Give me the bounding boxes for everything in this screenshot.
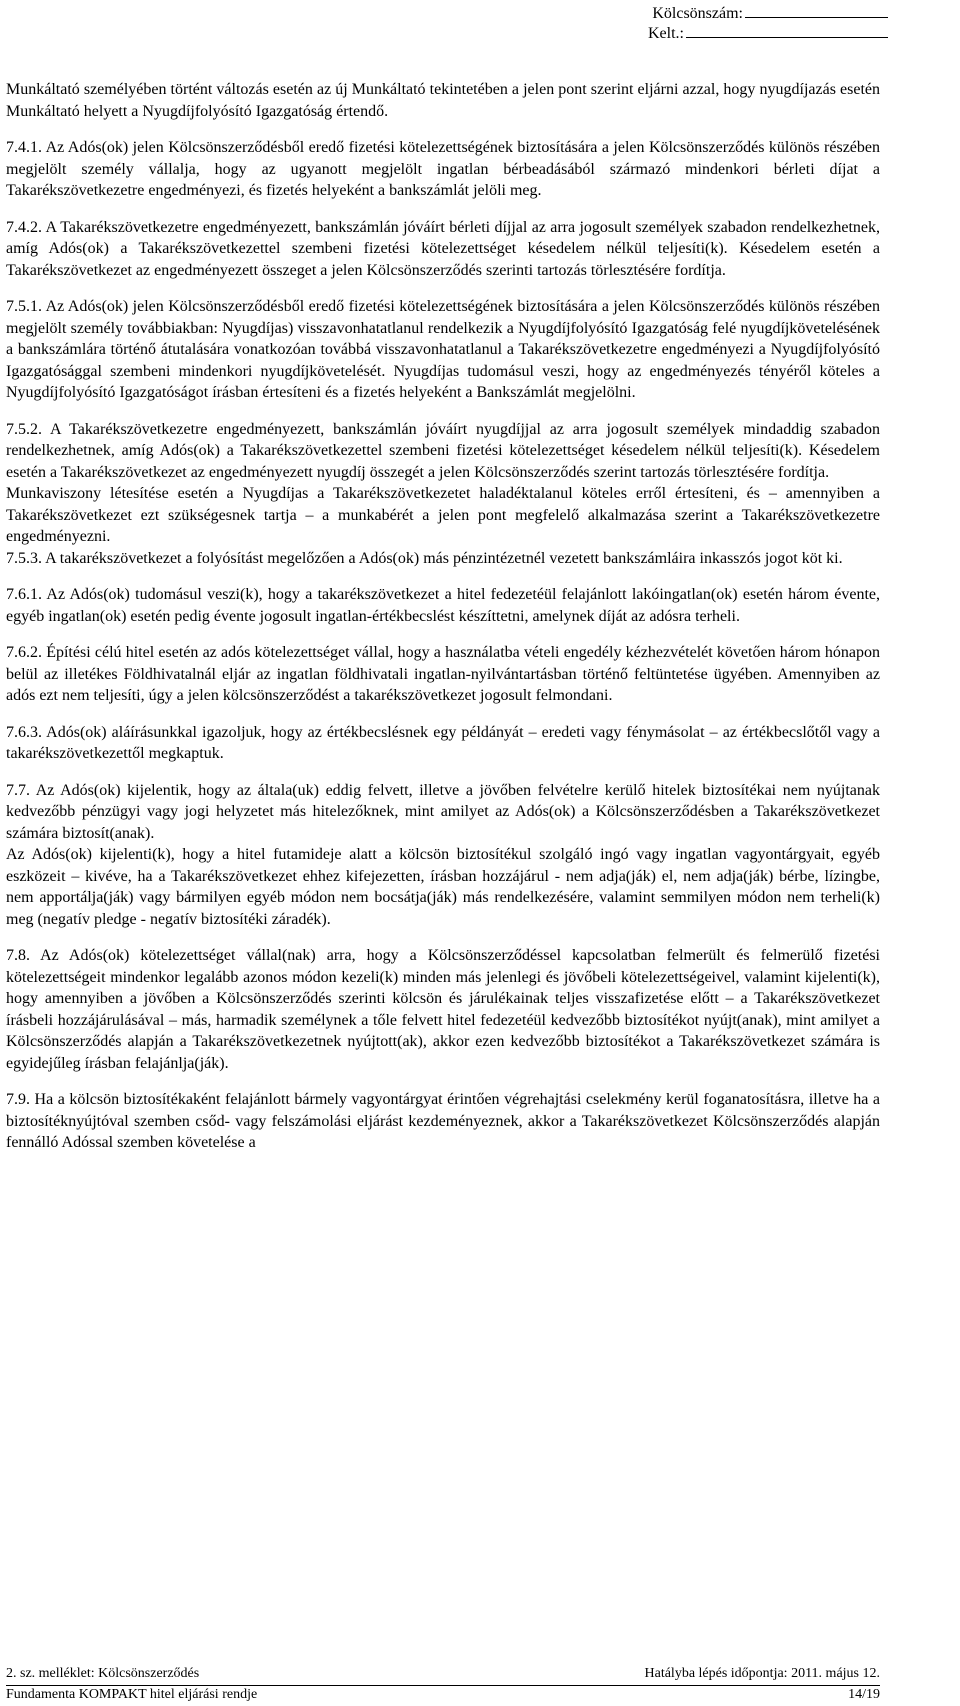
date-label: Kelt.:: [648, 25, 684, 42]
loan-number-blank: [745, 3, 888, 18]
paragraph-7-8: 7.8. Az Adós(ok) kötelezettséget vállal(nak) arra, hogy a Kölcsönszerződéssel kapcsolatban felmerült és felmerülő fizetési kötelezettségeit mindenkor legalább azonos módon kezeli(k) minden más jelenlegi és jövőbeli kötelezettségeivel, valamint kijelenti(k), hogy amennyiben a jövőben a Kölcsönszerződés szerinti kölcsön és járulékainak teljes visszafizetése előtt – a Takarékszövetkezet írásbeli hozzájárulásával – más, harmadik személynek a tőle felvett hitel fedezetéül kedvezőbb biztosítékot nyújt(anak), mint amilyet a Kölcsönszerződés alapján a Takarékszövetkezetnek nyújtott(ak), akkor ezen kedvezőbb biztosítékot a Takarékszövetkezet számára is egyidejűleg írásban felajánlja(ják).: [6, 947, 880, 1072]
page-header: [648, 3, 888, 43]
footer-annex-title: 2. sz. melléklet: Kölcsönszerződés: [6, 1666, 200, 1681]
paragraph-7-6-1: 7.6.1. Az Adós(ok) tudomásul veszi(k), hogy a takarékszövetkezet a hitel fedezetéül felajánlott lakóingatlan(ok) esetén három évente, egyéb ingatlan(ok) esetén pedig évente jogosult ingatlan-értékbecslést készíttetni, amelynek díját az adósra terheli.: [6, 586, 880, 625]
document-body: [6, 79, 880, 1169]
loan-number-row: [648, 3, 888, 23]
footer-document-name: Fundamenta KOMPAKT hitel eljárási rendje: [6, 1687, 258, 1702]
footer-effective-date: Hatályba lépés időpontja: 2011. május 12.: [644, 1666, 880, 1681]
paragraph-7-5-1: 7.5.1. Az Adós(ok) jelen Kölcsönszerződésből eredő fizetési kötelezettségének biztosítására a jelen Kölcsönszerződés különös részében megjelölt személy továbbiakban: Nyugdíjas) visszavonhatatlanul rendelkezik a Nyugdíjfolyósító Igazgatóság felé nyugdíjkövetelésének a bankszámlára történő átutalására vonatkozóan továbbá visszavonhatatlanul a Takarékszövetkezetre engedményezi a Nyugdíjfolyósító Igazgatósággal szembeni mindenkori nyugdíjkövetelését. Nyugdíjas tudomásul veszi, hogy az engedményezés tényéről köteles a Nyugdíjfolyósító Igazgatóságot írásban értesíteni és a fizetés helyeként a Bankszámlát megjelölni.: [6, 298, 880, 401]
paragraph-7-5-3: 7.5.3. A takarékszövetkezet a folyósítást megelőzően a Adós(ok) más pénzintézetnél vezetett bankszámláira inkasszós jogot köt ki.: [6, 549, 843, 567]
footer-line-1: [6, 1665, 880, 1683]
footer-line-2: [6, 1686, 880, 1704]
page-footer: [6, 1665, 880, 1704]
paragraph-7-5-2: 7.5.2. A Takarékszövetkezetre engedményezett, bankszámlán jóváírt nyugdíjjal az arra jogosult személyek mindaddig szabadon rendelkezhetnek, amíg Adós(ok) a Takarékszövetkezettel szembeni fizetési kötelezettséget késedelem nélkül teljesíti(k). Késedelem esetén a Takarékszövetkezet az engedményezett nyugdíj összegét a jelen Kölcsönszerződés szerint tartozás törlesztésére fordítja.: [6, 420, 880, 481]
paragraph-7-4-1: 7.4.1. Az Adós(ok) jelen Kölcsönszerződésből eredő fizetési kötelezettségének biztosítására a jelen Kölcsönszerződés különös részében megjelölt személy vállalja, hogy az ugyanott megjelölt ingatlan bérbeadásából származó mindenkori bérleti díjat a Takarékszövetkezetre engedményezi, és fizetés helyeként a bankszámlát jelöli meg.: [6, 139, 880, 199]
footer-page-number: 14/19: [848, 1687, 880, 1702]
date-row: [648, 23, 888, 43]
paragraph-employment: Munkaviszony létesítése esetén a Nyugdíjas a Takarékszövetkezetet haladéktalanul köteles erről értesíteni, és – amennyiben a Takarékszövetkezet ezt szükségesnek tartja – a munkabérét a jelen pont megfelelő alkalmazása szerint a Takarékszövetkezetre engedményezni.: [6, 485, 880, 545]
paragraph-7-6-3: 7.6.3. Adós(ok) aláírásunkkal igazoljuk, hogy az értékbecslésnek egy példányát – eredeti vagy fénymásolat – az értékbecslőtől vagy a takarékszövetkezettől megkaptuk.: [6, 723, 880, 762]
paragraph-7-4-2: 7.4.2. A Takarékszövetkezetre engedményezett, bankszámlán jóváírt bérleti díjjal az arra jogosult személyek szabadon rendelkezhetnek, amíg Adós(ok) a Takarékszövetkezettel szembeni fizetési kötelezettséget késedelem nélkül teljesíti(k). Késedelem esetén a Takarékszövetkezet az engedményezett összeget a jelen Kölcsönszerződés szerinti tartozás törlesztésére fordítja.: [6, 218, 880, 279]
paragraph-7-6-2: 7.6.2. Építési célú hitel esetén az adós kötelezettséget vállal, hogy a használatba vételi engedély kézhezvételét követően három hónapon belül az illetékes Földhivatalnál eljár az ingatlan földhivatali ingatlan-nyilvántartásban történő feltüntetése ügyében. Amennyiben az adós ezt nem teljesíti, úgy a jelen kölcsönszerződést a takarékszövetkezet jogosult felmondani.: [6, 644, 880, 704]
paragraph-7-7: 7.7. Az Adós(ok) kijelentik, hogy az általa(uk) eddig felvett, illetve a jövőben felvételre kerülő hitelek biztosítékai nem nyújtanak kedvezőbb pénzügyi vagy jogi helyzetet más hitelezőknek, mint amilyet az Adós(ok) a Kölcsönszerződésben a Takarékszövetkezet számára biztosít(anak).: [6, 781, 880, 842]
date-blank: [686, 23, 888, 38]
paragraph-7-9: 7.9. Ha a kölcsön biztosítékaként felajánlott bármely vagyontárgyat érintően végrehajtási cselekmény kerül foganatosításra, illetve ha a biztosítéknyújtóval szemben csőd- vagy felszámolási eljárást kezdeményeznek, akkor a Takarékszövetkezet Kölcsönszerződés alapján fennálló Adóssal szemben követelése a: [6, 1091, 880, 1151]
paragraph-employer-change: Munkáltató személyében történt változás esetén az új Munkáltató tekintetében a jelen pont szerint eljárni azzal, hogy nyugdíjazás esetén Munkáltató helyett a Nyugdíjfolyósító Igazgatóság értendő.: [6, 81, 880, 120]
paragraph-negative-pledge: Az Adós(ok) kijelenti(k), hogy a hitel futamideje alatt a kölcsön biztosítékul szolgáló ingó vagy ingatlan vagyontárgyait, egyéb eszközeit – kivéve, ha a Takarékszövetkezet ehhez kifejezetten, írásban hozzájárul - nem adja(ják) el, nem adja(ják) bérbe, lízingbe, nem apportálja(ják) vagy bármilyen egyéb módon nem bocsátja(ják) más rendelkezésére, valamint semmilyen módon nem terheli(k) meg (negatív pledge - negatív biztosítéki záradék).: [6, 846, 880, 928]
loan-number-label: Kölcsönszám:: [652, 5, 743, 22]
